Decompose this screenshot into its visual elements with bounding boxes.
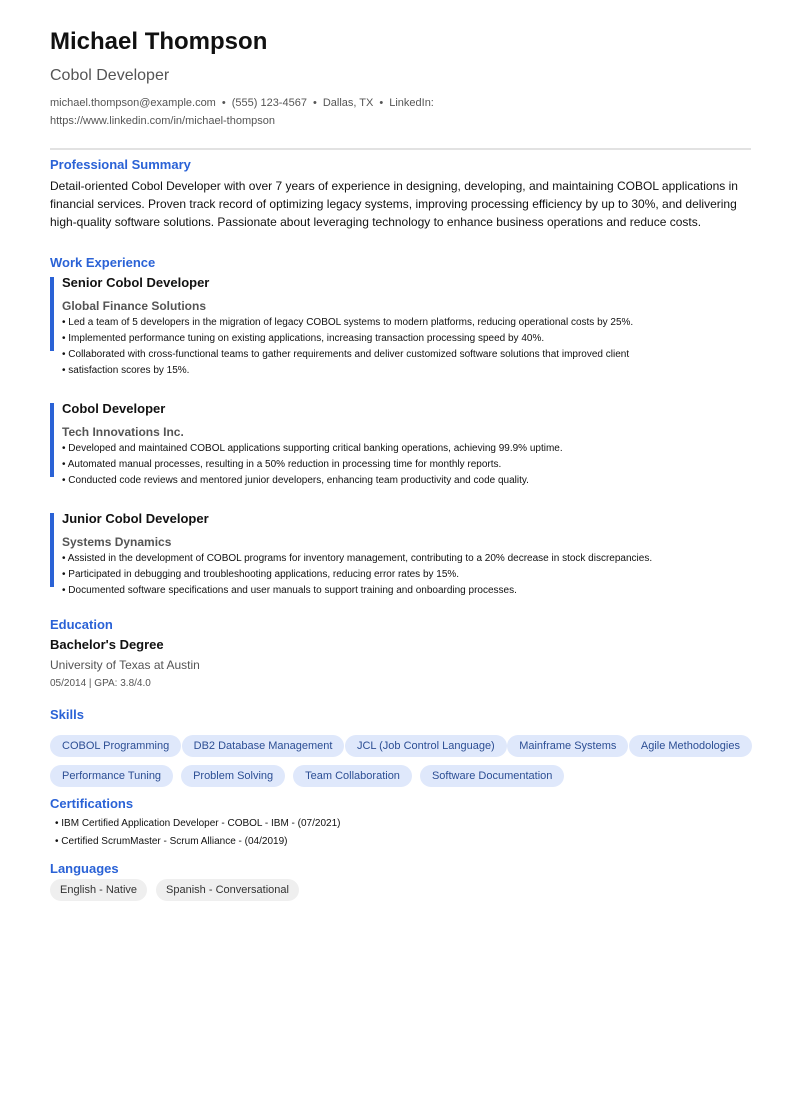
section-title-skills: Skills bbox=[50, 707, 84, 722]
job-title: Cobol Developer bbox=[62, 401, 166, 416]
languages-row bbox=[50, 879, 751, 901]
job-entry bbox=[50, 275, 751, 379]
job-bullet: • Developed and maintained COBOL applications supporting critical banking operations, achieving 99.9% uptime. bbox=[62, 443, 563, 454]
job-bullet: • Conducted code reviews and mentored junior developers, enhancing team productivity and code quality. bbox=[62, 475, 529, 486]
certifications-section bbox=[50, 796, 751, 851]
job-bullets bbox=[62, 315, 751, 379]
certifications-list bbox=[50, 815, 751, 851]
job-accent-bar bbox=[50, 277, 54, 351]
contact-separator: • bbox=[379, 97, 384, 109]
job-title: Senior Cobol Developer bbox=[62, 275, 210, 290]
section-title-education: Education bbox=[50, 617, 113, 632]
section-title-languages: Languages bbox=[50, 861, 119, 876]
skills-row bbox=[50, 735, 752, 757]
job-bullets bbox=[62, 551, 751, 599]
candidate-title: Cobol Developer bbox=[50, 67, 170, 84]
skill-chip: Mainframe Systems bbox=[507, 735, 628, 757]
certification-item: • IBM Certified Application Developer - COBOL - IBM - (07/2021) bbox=[55, 818, 341, 829]
job-bullet: • Documented software specifications and user manuals to support training and onboarding processes. bbox=[62, 585, 517, 596]
skill-chip: Performance Tuning bbox=[50, 765, 173, 787]
job-title: Junior Cobol Developer bbox=[62, 511, 209, 526]
section-title-experience: Work Experience bbox=[50, 255, 156, 270]
job-accent-bar bbox=[50, 403, 54, 477]
contact-separator: • bbox=[221, 97, 226, 109]
language-chip: Spanish - Conversational bbox=[156, 879, 299, 901]
contact-phone: (555) 123-4567 bbox=[231, 97, 307, 109]
skill-chip: Software Documentation bbox=[420, 765, 564, 787]
contact-location: Dallas, TX bbox=[322, 97, 374, 109]
resume-page bbox=[50, 28, 751, 901]
languages-section bbox=[50, 861, 751, 901]
job-company: Systems Dynamics bbox=[62, 535, 172, 549]
certification-item: • Certified ScrumMaster - Scrum Alliance - (04/2019) bbox=[55, 836, 288, 847]
job-company: Tech Innovations Inc. bbox=[62, 425, 184, 439]
education-school: University of Texas at Austin bbox=[50, 658, 200, 672]
education-meta: 05/2014 | GPA: 3.8/4.0 bbox=[50, 678, 151, 689]
contact-separator: • bbox=[312, 97, 317, 109]
job-bullet: • satisfaction scores by 15%. bbox=[62, 365, 190, 376]
section-title-certifications: Certifications bbox=[50, 796, 134, 811]
job-entry bbox=[50, 401, 751, 489]
skill-chip: Problem Solving bbox=[181, 765, 285, 787]
skill-chip: Agile Methodologies bbox=[629, 735, 752, 757]
resume-header bbox=[50, 28, 751, 130]
header-divider bbox=[50, 148, 751, 150]
skill-chip: COBOL Programming bbox=[50, 735, 181, 757]
job-bullets bbox=[62, 441, 751, 489]
job-bullet: • Assisted in the development of COBOL programs for inventory management, contributing to a 20% decrease in stock discrepancies. bbox=[62, 553, 653, 564]
skill-chip: DB2 Database Management bbox=[182, 735, 345, 757]
contact-linkedin-label: LinkedIn: bbox=[389, 97, 434, 109]
contact-info bbox=[50, 94, 751, 130]
contact-email[interactable]: michael.thompson@example.com bbox=[50, 97, 216, 109]
skill-chip: JCL (Job Control Language) bbox=[345, 735, 507, 757]
job-entry bbox=[50, 511, 751, 599]
job-accent-bar bbox=[50, 513, 54, 587]
job-bullet: • Implemented performance tuning on existing applications, increasing transaction processing speed by 40%. bbox=[62, 333, 545, 344]
job-bullet: • Led a team of 5 developers in the migration of legacy COBOL systems to modern platforms, reducing operational costs by 25%. bbox=[62, 317, 634, 328]
section-title-summary: Professional Summary bbox=[50, 157, 191, 172]
candidate-name: Michael Thompson bbox=[50, 28, 268, 55]
job-bullet: • Collaborated with cross-functional teams to gather requirements and deliver customized software solutions that improved client bbox=[62, 349, 630, 360]
skills-row bbox=[50, 765, 751, 787]
skills-section bbox=[50, 707, 751, 787]
language-chip: English - Native bbox=[50, 879, 147, 901]
experience-section bbox=[50, 255, 751, 599]
summary-section bbox=[50, 157, 751, 231]
summary-text: Detail-oriented Cobol Developer with over 7 years of experience in designing, developing, and maintaining COBOL applications in financial services. Proven track record of optimizing legacy systems, improving processing efficiency by up to 30%, and delivering high-quality software solutions. Passionate about leveraging technology to enhance business operations and reduce costs. bbox=[50, 179, 738, 229]
skill-chip: Team Collaboration bbox=[293, 765, 412, 787]
job-bullet: • Automated manual processes, resulting in a 50% reduction in processing time for monthly reports. bbox=[62, 459, 502, 470]
education-degree: Bachelor's Degree bbox=[50, 637, 164, 652]
education-section bbox=[50, 617, 751, 690]
contact-linkedin-url[interactable]: https://www.linkedin.com/in/michael-thompson bbox=[50, 115, 275, 127]
job-company: Global Finance Solutions bbox=[62, 299, 207, 313]
job-bullet: • Participated in debugging and troubleshooting applications, reducing error rates by 15%. bbox=[62, 569, 460, 580]
